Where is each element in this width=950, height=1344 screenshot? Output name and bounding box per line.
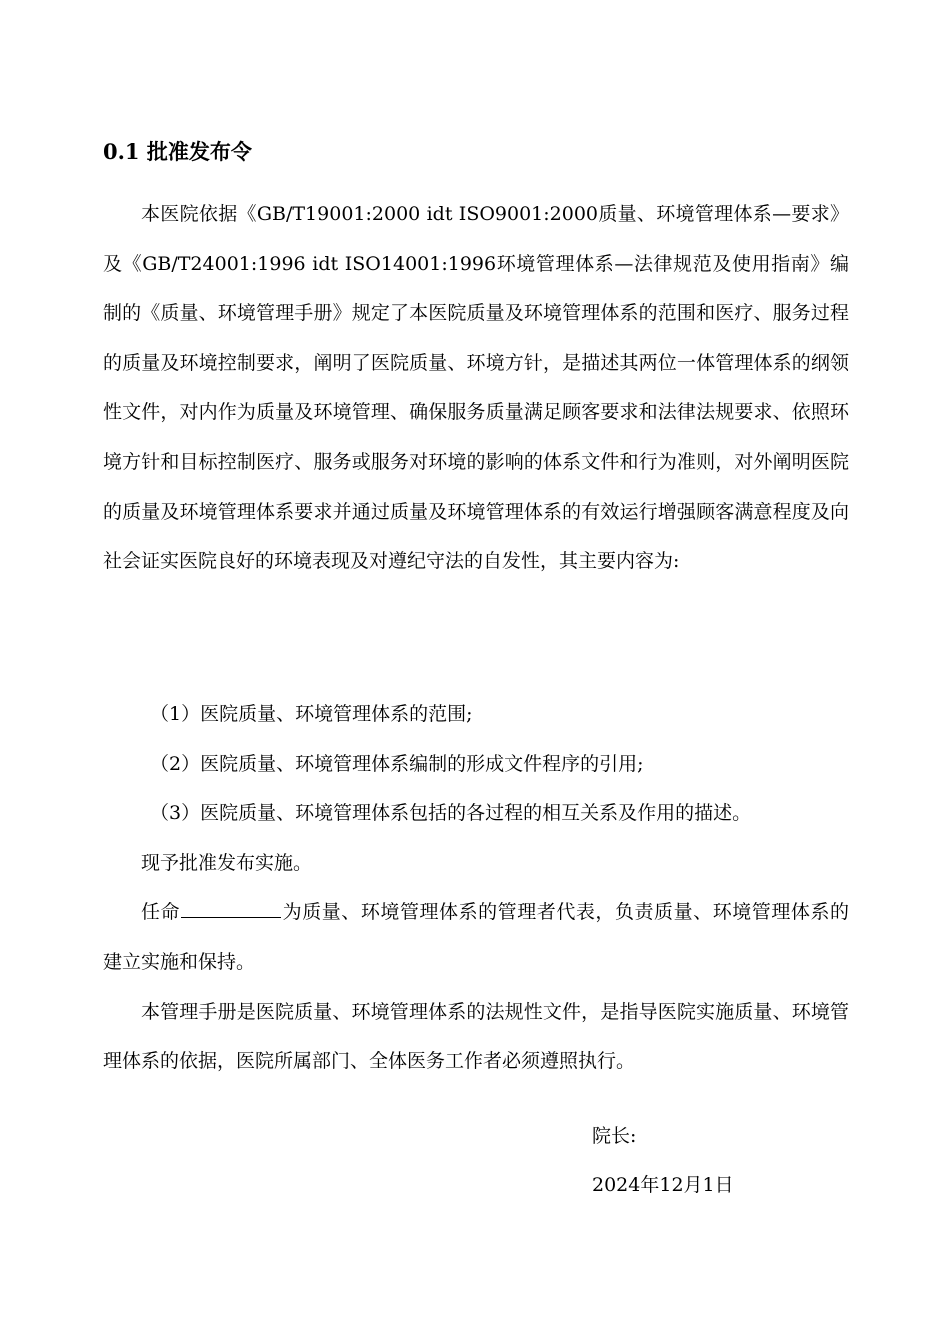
appoint-paragraph: [103, 888, 849, 987]
list-item-2: （2）医院质量、环境管理体系编制的形成文件程序的引用;: [150, 752, 644, 775]
representative-blank[interactable]: [181, 897, 281, 918]
closing-paragraph: 本管理手册是医院质量、环境管理体系的法规性文件，是指导医院实施质量、环境管理体系的依据，医院所属部门、全体医务工作者必须遵照执行。: [103, 1000, 849, 1073]
list-item-3: （3）医院质量、环境管理体系包括的各过程的相互关系及作用的描述。: [150, 802, 752, 825]
appoint-prefix: 任命: [141, 901, 181, 924]
content-list: [103, 690, 849, 1087]
approve-line: 现予批准发布实施。: [141, 851, 313, 874]
intro-paragraph: 本医院依据《GB/T19001:2000 idt ISO9001:2000质量、环境管理体系—要求》及《GB/T24001:1996 idt ISO14001:1996环境管理体系—法律规范及使用指南》编制的《质量、环境管理手册》规定了本医院质量及环境管理体系的范围和医疗、服务过程的质量及环境控制要求，阐明了医院质量、环境方针，是描述其两位一体管理体系的纲领性文件，对内作为质量及环境管理、确保服务质量满足顾客要求和法律法规要求、依照环境方针和目标控制医疗、服务或服务对环境的影响的体系文件和行为准则，对外阐明医院的质量及环境管理体系要求并通过质量及环境管理体系的有效运行增强顾客满意程度及向社会证实医院良好的环境表现及对遵纪守法的自发性，其主要内容为:: [103, 203, 849, 573]
signature-title: 院长:: [592, 1125, 637, 1147]
section-heading: 0.1 批准发布令: [103, 139, 252, 164]
signature-date: 2024年12月1日: [592, 1174, 734, 1196]
appoint-suffix: 为质量、环境管理体系的管理者代表，负责质量、环境管理体系的建立实施和保持。: [103, 901, 849, 973]
intro-block: [103, 190, 849, 587]
list-item-1: （1）医院质量、环境管理体系的范围;: [150, 703, 473, 725]
